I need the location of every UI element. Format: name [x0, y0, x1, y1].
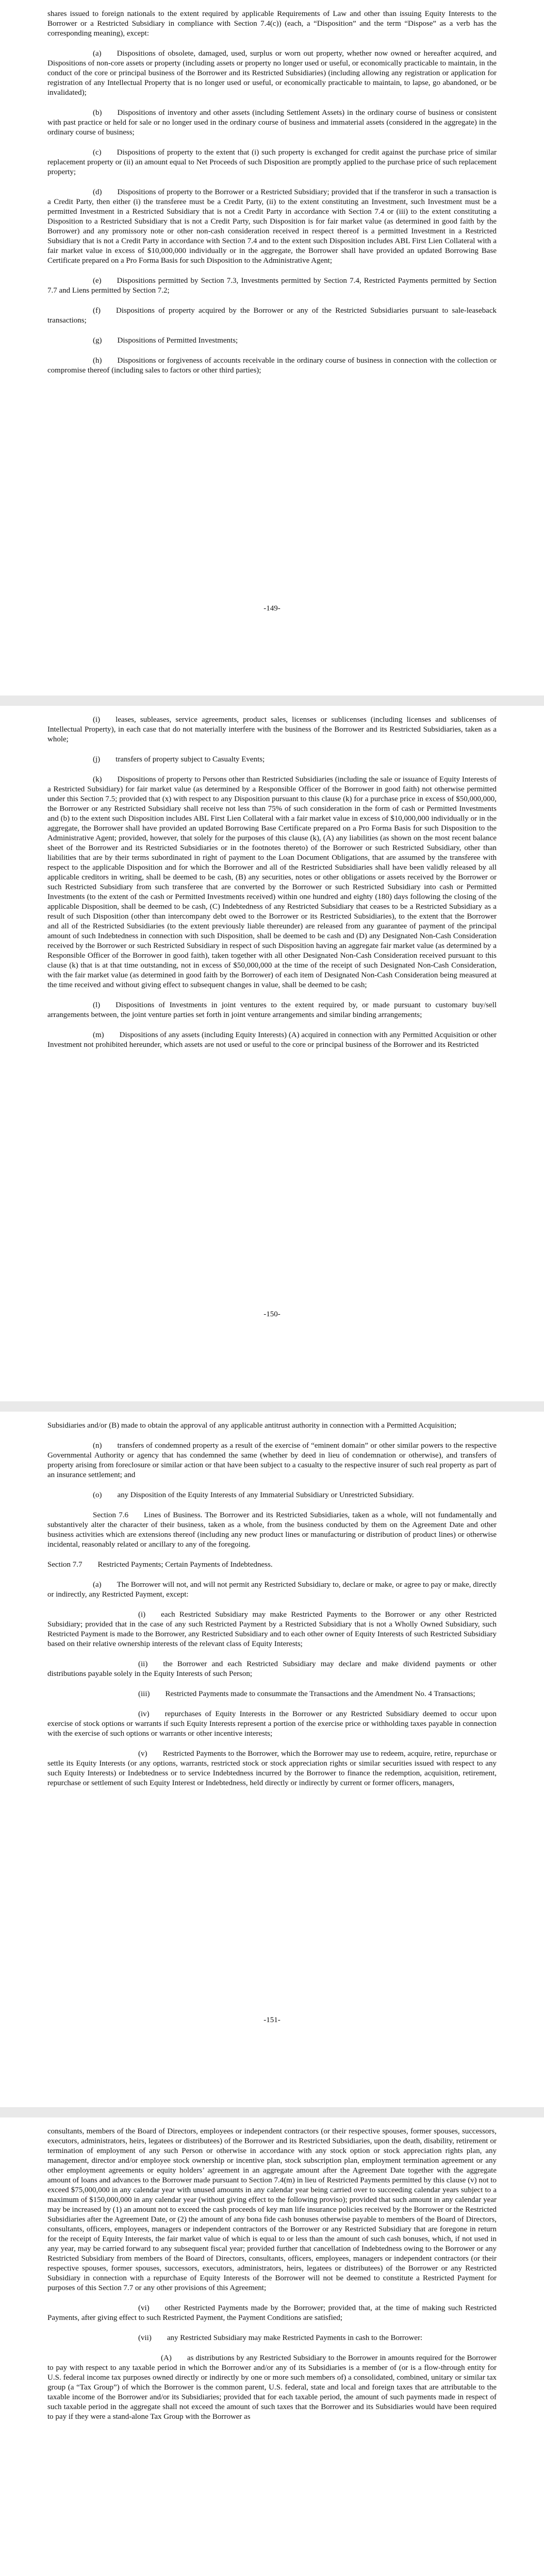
paragraph: shares issued to foreign nationals to the extent required by applicable Requirements of Law and other than issuing Equity Interests to the Borrower or a Restricted Subsidiary in compliance with Section 7.4(c)) (each, a “Disposition” and the term “Dispose” as a verb has the corresponding meaning), except: [47, 10, 497, 38]
document-page [0, 706, 544, 1401]
paragraph: (vii) any Restricted Subsidiary may make Restricted Payments in cash to the Borrower: [138, 2334, 423, 2342]
paragraph: (a) The Borrower will not, and will not permit any Restricted Subsidiary to, declare or make, or agree to pay or make, directly or indirectly, any Restricted Payment, except: [47, 1581, 497, 1599]
paragraph: (iii) Restricted Payments made to consummate the Transactions and the Amendment No. 4 Transactions; [138, 1690, 475, 1698]
section-heading: Section 7.6 Lines of Business. The Borrower and its Restricted Subsidiaries, taken as a whole, will not fundamentally and substantively alter the character of their business, taken as a whole, from the business conducted by them on the Agreement Date and other business activities which are extensions thereof (including any new product lines or manufacturing or distribution of product lines) or otherwise incidental, reasonably related or ancillary to any of the foregoing. [47, 1511, 497, 1549]
page-number: -150- [263, 1310, 281, 1318]
paragraph: (k) Dispositions of property to Persons other than Restricted Subsidiaries (including the sale or issuance of Equity Interests of a Restricted Subsidiary) for fair market value (as determined by a Responsible Officer of the Borrower in good faith) not otherwise permitted under this Section 7.5; provided that (x) with respect to any Disposition pursuant to this clause (k) for a purchase price in excess of $50,000,000, the Borrower or any Restricted Subsidiary shall receive not less than 75% of such consideration in the form of cash or Permitted Investments and (b) to the extent such Disposition includes ABL First Lien Collateral with a fair market value in excess of $10,000,000 individually or in the aggregate, the Borrower shall have provided an updated Borrowing Base Certificate prepared on a Pro Forma Basis for such Disposition to the Administrative Agent; provided, however, that solely for the purposes of this clause (k), (A) any liabilities (as shown on the most recent balance sheet of the Borrower and its Restricted Subsidiaries or in the footnotes thereto) of the Borrower or such Restricted Subsidiary, other than liabilities that are by their terms subordinated in right of payment to the Loan Document Obligations, that are assumed by the transferee with respect to the applicable Disposition and for which the Borrower and all of the Restricted Subsidiaries shall have been validly released by all applicable creditors in writing, shall be deemed to be cash, (B) any securities, notes or other obligations or assets received by the Borrower or such Restricted Subsidiary from such transferee that are converted by the Borrower or such Restricted Subsidiary into cash or Permitted Investments (to the extent of the cash or Permitted Investments received) within one hundred and eighty (180) days following the closing of the applicable Disposition, shall be deemed to be cash, (C) Indebtedness of any Restricted Subsidiary that ceases to be a Restricted Subsidiary as a result of such Disposition (other than intercompany debt owed to the Borrower or its Restricted Subsidiaries), to the extent that the Borrower and all of the Restricted Subsidiaries (to the extent previously liable thereunder) are released from any guarantee of payment of the principal amount of such Indebtedness in connection with such Disposition, shall be deemed to be cash and (D) any Designated Non-Cash Consideration received by the Borrower or such Restricted Subsidiary in respect of such Disposition having an aggregate fair market value (as determined by a Responsible Officer of the Borrower in good faith), taken together with all other Designated Non-Cash Consideration received pursuant to this clause (k) that is at that time outstanding, not in excess of $50,000,000 at the time of the receipt of such Designated Non-Cash Consideration, with the fair market value (as determined in good faith by the Borrower) of each item of Designated Non-Cash Consideration being measured at the time received and without giving effect to subsequent changes in value, shall be deemed to be cash; [47, 775, 497, 989]
paragraph: (o) any Disposition of the Equity Interests of any Immaterial Subsidiary or Unrestricted Subsidiary. [93, 1491, 414, 1499]
paragraph: (ii) the Borrower and each Restricted Subsidiary may declare and make dividend payments or other distributions payable solely in the Equity Interests of such Person; [47, 1660, 497, 1678]
paragraph: (j) transfers of property subject to Casualty Events; [93, 755, 265, 764]
paragraph: (h) Dispositions or forgiveness of accounts receivable in the ordinary course of business in connection with the collection or compromise thereof (including sales to factors or other third parties); [47, 357, 497, 375]
document-page [0, 1412, 544, 2107]
paragraph: (n) transfers of condemned property as a result of the exercise of “eminent domain” or other similar powers to the respective Governmental Authority or agency that has condemned the same (whether by deed in lieu of condemnation or otherwise), and transfers of property arising from foreclosure or similar action or that have been subject to a casualty to the respective insurer of such real property as part of an insurance settlement; and [47, 1442, 497, 1479]
paragraph: (f) Dispositions of property acquired by the Borrower or any of the Restricted Subsidiaries pursuant to sale-leaseback transactions; [47, 307, 497, 325]
paragraph: (i) leases, subleases, service agreements, product sales, licenses or sublicenses (including licenses and sublicenses of Intellectual Property), in each case that do not materially interfere with the business of the Borrower and its Restricted Subsidiaries, taken as a whole; [47, 716, 497, 743]
paragraph: (A) as distributions by any Restricted Subsidiary to the Borrower in amounts required for the Borrower to pay with respect to any taxable period in which the Borrower and/or any of its Subsidiaries is a member of (or is a flow-through entity for U.S. federal income tax purposes owned directly or indirectly by one or more such members of) a consolidated, combined, unitary or similar tax group (a “Tax Group”) of which the Borrower is the common parent, U.S. federal, state and local and foreign taxes that are attributable to the taxable income of the Borrower and/or its Subsidiaries; provided that for each taxable period, the amount of such payments made in respect of such taxable period in the aggregate shall not exceed the amount of such taxes that the Borrower and its Subsidiaries would have been required to pay if they were a stand-alone Tax Group with the Borrower as [47, 2354, 497, 2421]
paragraph: Subsidiaries and/or (B) made to obtain the approval of any applicable antitrust authority in connection with a Permitted Acquisition; [47, 1421, 457, 1430]
paragraph: (g) Dispositions of Permitted Investments; [93, 336, 238, 345]
paragraph: (iv) repurchases of Equity Interests in the Borrower or any Restricted Subsidiary deemed to occur upon exercise of stock options or warrants if such Equity Interests represent a portion of the exercise price or withholding taxes payable in connection with the exercise of such options or warrants or other incentive interests; [47, 1710, 497, 1738]
page-number: -149- [263, 604, 281, 613]
paragraph: (vi) other Restricted Payments made by the Borrower; provided that, at the time of making such Restricted Payments, after giving effect to such Restricted Payment, the Payment Conditions are satisfied; [47, 2304, 497, 2322]
paragraph: (l) Dispositions of Investments in joint ventures to the extent required by, or made pursuant to customary buy/sell arrangements between, the joint venture parties set forth in joint venture arrangements and similar binding arrangements; [47, 1001, 497, 1019]
paragraph: (v) Restricted Payments to the Borrower, which the Borrower may use to redeem, acquire, retire, repurchase or settle its Equity Interests (or any options, warrants, restricted stock or stock appreciation rights or similar securities issued with respect to any such Equity Interests) or Indebtedness or to service Indebtedness incurred by the Borrower to finance the redemption, acquisition, retirement, repurchase or settlement of such Equity Interest or Indebtedness, held directly or indirectly by current or former officers, managers, [47, 1750, 497, 1787]
paragraph: (e) Dispositions permitted by Section 7.3, Investments permitted by Section 7.4, Restricted Payments permitted by Section 7.7 and Liens permitted by Section 7.2; [47, 277, 497, 295]
page-number: -151- [263, 2016, 281, 2024]
paragraph: (a) Dispositions of obsolete, damaged, used, surplus or worn out property, whether now owned or hereafter acquired, and Dispositions of non-core assets or property (including assets or property no longer used or useful, or economically practicable to maintain, in the conduct of the core or principal business of the Borrower and its Restricted Subsidiaries) (including allowing any registration or application for registration of any Intellectual Property that is no longer used or useful, or economically practicable to maintain, to lapse, go abandoned, or be invalidated); [47, 49, 497, 97]
paragraph: (d) Dispositions of property to the Borrower or a Restricted Subsidiary; provided that if the transferor in such a transaction is a Credit Party, then either (i) the transferee must be a Credit Party, (ii) to the extent constituting an Investment, such Investment must be a permitted Investment in a Restricted Subsidiary that is not a Credit Party in accordance with Section 7.4 or (iii) to the extent constituting a Disposition to a Restricted Subsidiary that is not a Credit Party, such Disposition is for fair market value (as determined in good faith by the Borrower) and any promissory note or other non-cash consideration received in respect thereof is a permitted Investment in a Restricted Subsidiary that is not a Credit Party in accordance with Section 7.4 and to the extent such Disposition includes ABL First Lien Collateral with a fair market value in excess of $10,000,000 individually or in the aggregate, the Borrower shall have provided an updated Borrowing Base Certificate prepared on a Pro Forma Basis for such Disposition to the Administrative Agent; [47, 188, 497, 265]
section-heading: Section 7.7 Restricted Payments; Certain Payments of Indebtedness. [47, 1561, 273, 1569]
paragraph: consultants, members of the Board of Directors, employees or independent contractors (or their respective spouses, former spouses, successors, executors, administrators, heirs, legatees or distributees) of the Borrower and its Restricted Subsidiaries, upon the death, disability, retirement or termination of employment of any such Person or otherwise in accordance with any stock option or stock appreciation rights plan, any management, director and/or employee stock ownership or incentive plan, stock subscription plan, employment termination agreement or any other employment agreements or equity holders’ agreement in an aggregate amount after the Agreement Date together with the aggregate amount of loans and advances to the Borrower made pursuant to Section 7.4(m) in lieu of Restricted Payments permitted by this clause (v) not to exceed $75,000,000 in any calendar year with unused amounts in any calendar year being carried over to succeeding calendar years subject to a maximum of $150,000,000 in any calendar year (without giving effect to the following proviso); provided that such amount in any calendar year may be increased by (1) an amount not to exceed the cash proceeds of key man life insurance policies received by the Borrower or the Restricted Subsidiaries after the Agreement Date, or (2) the amount of any bona fide cash bonuses otherwise payable to members of the Board of Directors, consultants, officers, employees, managers or independent contractors of the Borrower or any Restricted Subsidiary that are foregone in return for the receipt of Equity Interests, the fair market value of which is equal to or less than the amount of such cash bonuses, which, if not used in any year, may be carried forward to any subsequent fiscal year; provided further that cancellation of Indebtedness owing to the Borrower or any Restricted Subsidiary from members of the Board of Directors, consultants, officers, employees, managers or independent contractors (or their respective spouses, former spouses, successors, executors, administrators, heirs, legatees or distributees) of the Borrower or any Restricted Subsidiary in connection with a repurchase of Equity Interests of the Borrower will not be deemed to constitute a Restricted Payment for purposes of this Section 7.7 or any other provisions of this Agreement; [47, 2127, 497, 2292]
document-page [0, 2117, 544, 2576]
paragraph: (m) Dispositions of any assets (including Equity Interests) (A) acquired in connection with any Permitted Acquisition or other Investment not prohibited hereunder, which assets are not used or useful to the core or principal business of the Borrower and its Restricted [47, 1031, 497, 1049]
document-page [0, 0, 544, 696]
paragraph: (b) Dispositions of inventory and other assets (including Settlement Assets) in the ordinary course of business or consistent with past practice or held for sale or no longer used in the ordinary course of business and immaterial assets (considered in the aggregate) in the ordinary course of business; [47, 109, 497, 137]
paragraph: (i) each Restricted Subsidiary may make Restricted Payments to the Borrower or any other Restricted Subsidiary; provided that in the case of any such Restricted Payment by a Restricted Subsidiary that is not a Wholly Owned Subsidiary, such Restricted Payment is made to the Borrower, any Restricted Subsidiary and to each other owner of Equity Interests of such Restricted Subsidiary based on their relative ownership interests of the relevant class of Equity Interests; [47, 1611, 497, 1648]
paragraph: (c) Dispositions of property to the extent that (i) such property is exchanged for credit against the purchase price of similar replacement property or (ii) an amount equal to Net Proceeds of such Disposition are promptly applied to the purchase price of such replacement property; [47, 148, 497, 176]
